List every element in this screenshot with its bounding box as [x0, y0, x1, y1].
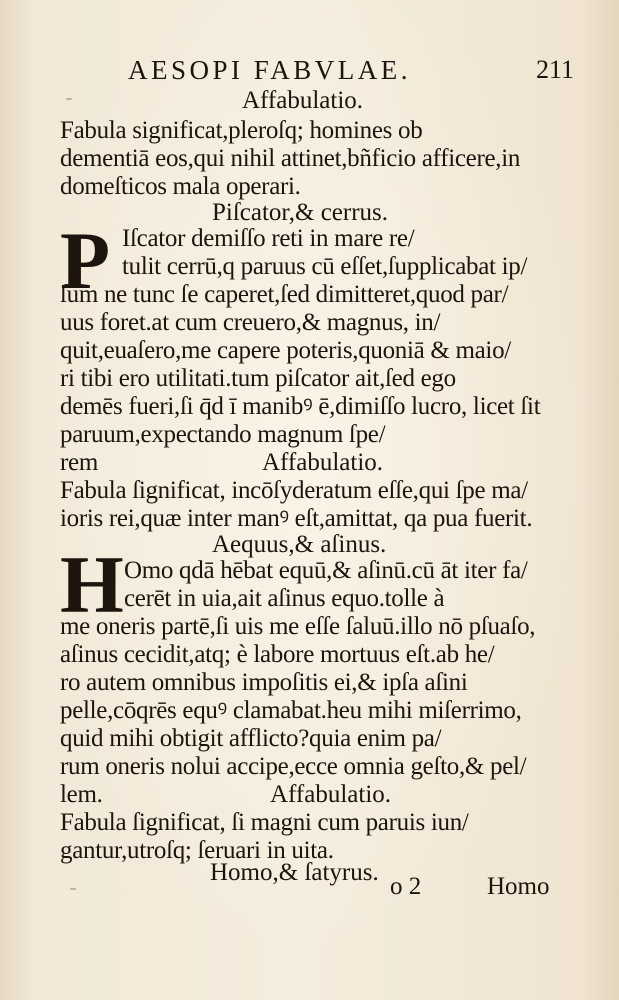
- moral-2-line-2: ioris rei,quæ inter manꝰ eſt,amittat, qa pua fuerit.: [60, 505, 533, 532]
- moral-3-line-2: gantur,utroſq; ſeruari in uita.: [60, 837, 334, 864]
- fable-3-line-3: me oneris partē,ſi uis me eſſe ſaluū.illo nō pſuaſo,: [60, 613, 536, 640]
- page-header: [0, 54, 619, 86]
- catchword: Homo: [487, 873, 550, 900]
- fable-2-line-8: paruum,expectando magnum ſpe/: [60, 421, 386, 448]
- fable-2-line-3: ſum ne tunc ſe caperet,ſed dimitteret,quod par/: [60, 281, 509, 308]
- signature-mark: o 2: [390, 873, 422, 900]
- fable-3-line-7: quid mihi obtigit afflicto?quia enim pa/: [60, 725, 442, 752]
- fable-2-line-5: quit,euaſero,me capere poteris,quoniā & maio/: [60, 337, 511, 364]
- fable-3-line-2: cerēt in uia,ait aſinus equo.tolle à: [124, 585, 445, 612]
- drop-cap-h: H: [60, 539, 124, 630]
- moral-1-line-1: Fabula significat,pleroſq; homines ob: [60, 117, 423, 144]
- fable-2-line-7: demēs fueri,ſi q̄d ī manibꝰ ē,dimiſſo lucro, licet ſit: [60, 393, 541, 420]
- moral-heading-2: Affabulatio.: [262, 449, 384, 476]
- fable-3-line-6: pelle,cōqrēs equꝰ clamabat.heu mihi miſerrimo,: [60, 697, 522, 724]
- fable-3-line-5: ro autem omnibus impoſitis ei,& ipſa aſini: [60, 669, 468, 696]
- moral-1-line-2: dementiā eos,qui nihil attinet,bñficio afficere,in: [60, 145, 521, 172]
- fable-2-line-4: uus foret.at cum creuero,& magnus, in/: [60, 309, 441, 336]
- moral-3-line-1: Fabula ſignificat, ſi magni cum paruis iun/: [60, 809, 469, 836]
- fable-2-line-1: Iſcator demiſſo reti in mare re/: [122, 225, 415, 252]
- fable-3-line-4: aſinus cecidit,atq; è labore mortuus eſt.ab he/: [60, 641, 495, 668]
- fable-3-title: Aequus,& aſinus.: [212, 531, 387, 558]
- fable-2-line-9: rem: [60, 449, 98, 476]
- fable-3-line-1: Omo qdā hēbat equū,& aſinū.cū āt iter fa/: [124, 557, 528, 584]
- fable-2-title: Piſcator,& cerrus.: [212, 199, 389, 226]
- page-footer: [0, 872, 619, 902]
- fable-2-line-2: tulit cerrū,q paruus cū eſſet,ſupplicabat ip/: [122, 253, 528, 280]
- fable-3-line-9: lem.: [60, 781, 103, 808]
- moral-heading-1: Affabulatio.: [242, 87, 364, 114]
- folio-number: 211: [536, 55, 575, 84]
- fable-4-title: Homo,& ſatyrus.: [210, 859, 379, 886]
- fable-3-line-8: rum oneris nolui accipe,ecce omnia geſto,& pel/: [60, 753, 527, 780]
- moral-1-line-3: domeſticos mala operari.: [60, 173, 301, 200]
- running-title: AESOPI FABVLAE.: [128, 55, 412, 85]
- moral-heading-3: Affabulatio.: [270, 781, 392, 808]
- fable-2-line-6: ri tibi ero utilitati.tum piſcator ait,ſed ego: [60, 365, 456, 392]
- ink-speck: [66, 98, 72, 100]
- moral-2-line-1: Fabula ſignificat, incōſyderatum eſſe,qui ſpe ma/: [60, 477, 528, 504]
- drop-cap-p: P: [60, 215, 111, 306]
